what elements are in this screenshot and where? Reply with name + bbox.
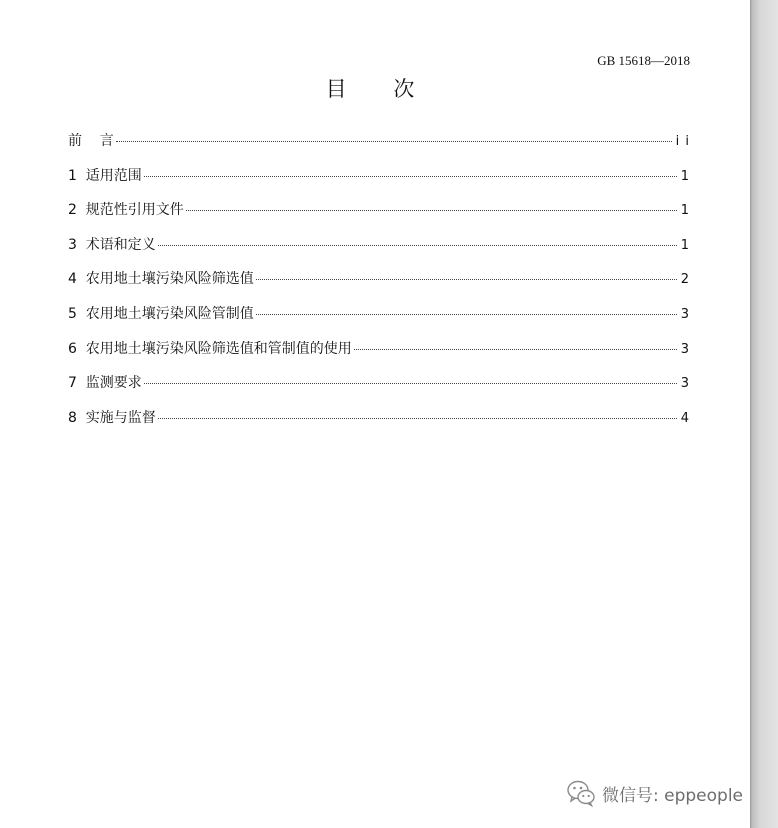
wechat-icon <box>566 778 596 808</box>
toc-entry-label: 6 农用地土壤污染风险筛选值和管制值的使用 <box>68 340 352 357</box>
toc-entry-6[interactable] <box>68 338 690 373</box>
toc-leader-dots <box>158 245 677 246</box>
toc-entry-label: 3 术语和定义 <box>68 236 156 253</box>
toc-entry-2[interactable] <box>68 199 690 234</box>
toc-leader-dots <box>158 418 677 419</box>
toc-entry-label: 8 实施与监督 <box>68 409 156 426</box>
toc-entry-5[interactable] <box>68 303 690 338</box>
toc-leader-dots <box>144 383 677 384</box>
document-code: GB 15618—2018 <box>597 53 690 68</box>
toc-entry-page: 3 <box>680 341 690 357</box>
toc-entry-label: 7 监测要求 <box>68 375 142 392</box>
toc-leader-dots <box>144 176 677 177</box>
toc-entry-foreword[interactable] <box>68 130 690 165</box>
toc-leader-dots <box>116 141 672 142</box>
toc-entry-page: i i <box>675 134 690 149</box>
toc-title: 目 次 <box>325 77 435 101</box>
watermark <box>566 778 743 808</box>
toc-leader-dots <box>354 349 677 350</box>
toc-entry-8[interactable] <box>68 407 690 442</box>
toc-leader-dots <box>256 279 677 280</box>
toc-entry-4[interactable] <box>68 268 690 303</box>
toc-entry-page: 4 <box>680 410 690 426</box>
toc-leader-dots <box>186 210 677 211</box>
toc-entry-page: 3 <box>680 376 690 392</box>
toc-entry-1[interactable] <box>68 165 690 200</box>
toc-leader-dots <box>256 314 677 315</box>
toc-entry-page: 1 <box>680 237 690 253</box>
page-edge-shadow <box>750 0 778 828</box>
toc-entry-page: 1 <box>680 168 690 184</box>
toc-entry-7[interactable] <box>68 372 690 407</box>
table-of-contents <box>68 130 690 441</box>
toc-entry-page: 1 <box>680 203 690 219</box>
toc-entry-label: 5 农用地土壤污染风险管制值 <box>68 305 254 322</box>
toc-entry-3[interactable] <box>68 234 690 269</box>
toc-entry-page: 3 <box>680 306 690 322</box>
toc-entry-label: 2 规范性引用文件 <box>68 202 184 219</box>
toc-entry-label: 4 农用地土壤污染风险筛选值 <box>68 271 254 288</box>
toc-entry-label: 前 言 <box>68 133 114 149</box>
toc-entry-page: 2 <box>680 272 690 288</box>
watermark-text: 微信号: eppeople <box>602 785 744 806</box>
toc-entry-label: 1 适用范围 <box>68 167 142 184</box>
